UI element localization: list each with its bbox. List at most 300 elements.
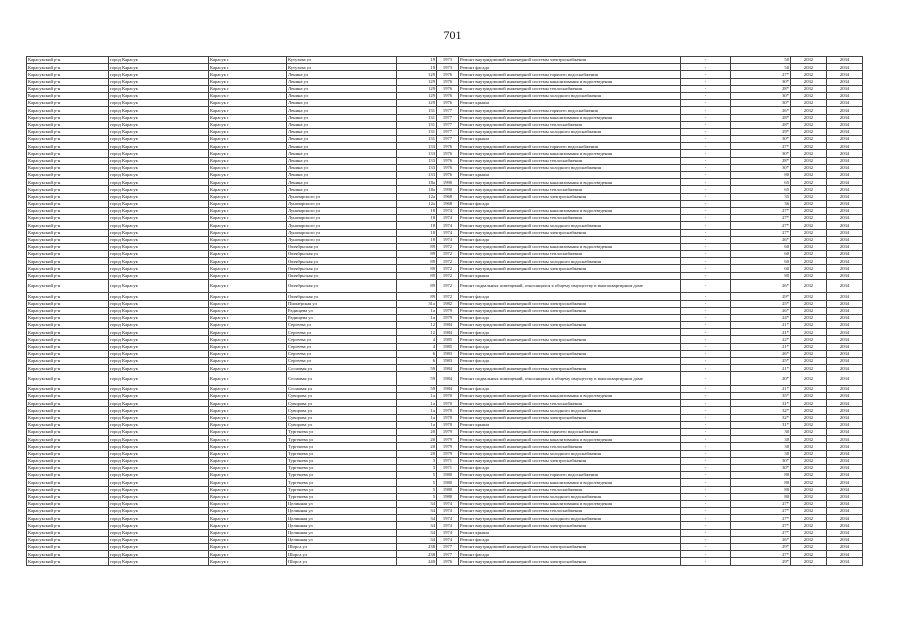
district-cell: Карасукский р-н: [27, 385, 109, 392]
start-year-cell: 2032: [791, 179, 827, 186]
work-type-cell: Ремонт внутридомовой инженерной системы теплоснабжения: [459, 251, 681, 258]
settlement-cell: город Карасук: [109, 172, 209, 179]
year-cell: 1974: [437, 522, 459, 529]
table-row: [27, 107, 863, 114]
page-number: 701: [443, 28, 462, 42]
dash-cell: -: [681, 207, 731, 214]
locality-cell: Карасук г: [209, 272, 287, 279]
start-year-cell: 2032: [791, 529, 827, 536]
start-year-cell: 2032: [791, 558, 827, 565]
value-cell: 80: [731, 272, 791, 279]
table-row: [27, 78, 863, 85]
dash-cell: -: [681, 258, 731, 265]
table-row: [27, 544, 863, 551]
year-cell: 1972: [437, 293, 459, 300]
street-cell: Луначарского ул: [287, 193, 397, 200]
value-cell: 29*: [731, 544, 791, 551]
value-cell: 30: [731, 436, 791, 443]
house-cell: 20: [397, 443, 437, 450]
end-year-cell: 2034: [827, 107, 863, 114]
district-cell: Карасукский р-н: [27, 365, 109, 372]
work-type-cell: Ремонт внутридомовой инженерной системы горячего водоснабжения: [459, 429, 681, 436]
year-cell: 1980: [437, 486, 459, 493]
settlement-cell: город Карасук: [109, 207, 209, 214]
locality-cell: Карасук г: [209, 150, 287, 157]
dash-cell: -: [681, 251, 731, 258]
table-row: [27, 343, 863, 350]
table-row: [27, 457, 863, 464]
settlement-cell: город Карасук: [109, 350, 209, 357]
settlement-cell: город Карасук: [109, 92, 209, 99]
work-type-cell: Ремонт внутридомовой инженерной системы электроснабжения: [459, 350, 681, 357]
start-year-cell: 2032: [791, 443, 827, 450]
value-cell: 29*: [731, 128, 791, 135]
house-cell: 129: [397, 85, 437, 92]
street-cell: Суворова ул: [287, 400, 397, 407]
settlement-cell: город Карасук: [109, 358, 209, 365]
work-type-cell: Ремонт крыши: [459, 172, 681, 179]
end-year-cell: 2034: [827, 307, 863, 314]
year-cell: 1985: [437, 336, 459, 343]
end-year-cell: 2034: [827, 522, 863, 529]
locality-cell: Карасук г: [209, 229, 287, 236]
table-row: [27, 215, 863, 222]
work-type-cell: Ремонт внутридомовой инженерной системы холодного водоснабжения: [459, 222, 681, 229]
dash-cell: -: [681, 57, 731, 64]
street-cell: Луначарского ул: [287, 229, 397, 236]
year-cell: 1977: [437, 551, 459, 558]
house-cell: 34: [397, 529, 437, 536]
locality-cell: Карасук г: [209, 429, 287, 436]
street-cell: Ленина ул: [287, 179, 397, 186]
district-cell: Карасукский р-н: [27, 414, 109, 421]
value-cell: 28*: [731, 85, 791, 92]
settlement-cell: город Карасук: [109, 343, 209, 350]
dash-cell: -: [681, 114, 731, 121]
year-cell: 1977: [437, 544, 459, 551]
table-row: [27, 336, 863, 343]
start-year-cell: 2032: [791, 372, 827, 386]
work-type-cell: Ремонт внутридомовой инженерной системы канализования и водоотведения: [459, 179, 681, 186]
work-type-cell: Ремонт внутридомовой инженерной системы холодного водоснабжения: [459, 128, 681, 135]
year-cell: 1972: [437, 265, 459, 272]
end-year-cell: 2034: [827, 365, 863, 372]
start-year-cell: 2032: [791, 164, 827, 171]
table-row: [27, 372, 863, 386]
work-type-cell: Ремонт внутридомовой инженерной системы электроснабжения: [459, 265, 681, 272]
locality-cell: Карасук г: [209, 164, 287, 171]
house-cell: 12: [397, 329, 437, 336]
start-year-cell: 2032: [791, 251, 827, 258]
end-year-cell: 2034: [827, 207, 863, 214]
value-cell: 35: [731, 193, 791, 200]
end-year-cell: 2034: [827, 100, 863, 107]
start-year-cell: 2032: [791, 358, 827, 365]
street-cell: Целинная ул: [287, 529, 397, 536]
work-type-cell: Ремонт внутридомовой инженерной системы электроснабжения: [459, 558, 681, 565]
start-year-cell: 2032: [791, 172, 827, 179]
value-cell: 80: [731, 493, 791, 500]
street-cell: Кутузова ул: [287, 64, 397, 71]
end-year-cell: 2034: [827, 372, 863, 386]
dash-cell: -: [681, 272, 731, 279]
year-cell: 1977: [437, 121, 459, 128]
locality-cell: Карасук г: [209, 336, 287, 343]
year-cell: 1977: [437, 136, 459, 143]
dash-cell: -: [681, 186, 731, 193]
settlement-cell: город Карасук: [109, 385, 209, 392]
start-year-cell: 2032: [791, 500, 827, 507]
value-cell: 27*: [731, 500, 791, 507]
table-row: [27, 500, 863, 507]
table-row: [27, 128, 863, 135]
year-cell: 1985: [437, 343, 459, 350]
locality-cell: Карасук г: [209, 57, 287, 64]
locality-cell: Карасук г: [209, 121, 287, 128]
year-cell: 1972: [437, 279, 459, 293]
start-year-cell: 2032: [791, 293, 827, 300]
street-cell: Тургенева ул: [287, 457, 397, 464]
end-year-cell: 2034: [827, 222, 863, 229]
work-type-cell: Ремонт внутридомовой инженерной системы электроснабжения: [459, 544, 681, 551]
work-type-cell: Ремонт крыши: [459, 529, 681, 536]
table-row: [27, 258, 863, 265]
value-cell: 30: [731, 450, 791, 457]
locality-cell: Карасук г: [209, 515, 287, 522]
settlement-cell: город Карасук: [109, 114, 209, 121]
house-cell: 12а: [397, 193, 437, 200]
work-type-cell: Ремонт внутридомовой инженерной системы электроснабжения: [459, 365, 681, 372]
dash-cell: -: [681, 150, 731, 157]
house-cell: 133: [397, 157, 437, 164]
start-year-cell: 2032: [791, 114, 827, 121]
house-cell: 238: [397, 551, 437, 558]
house-cell: 5: [397, 486, 437, 493]
dash-cell: -: [681, 479, 731, 486]
district-cell: Карасукский р-н: [27, 100, 109, 107]
end-year-cell: 2034: [827, 472, 863, 479]
street-cell: Октябрьская ул: [287, 279, 397, 293]
dash-cell: -: [681, 372, 731, 386]
dash-cell: -: [681, 529, 731, 536]
start-year-cell: 2032: [791, 207, 827, 214]
table-row: [27, 265, 863, 272]
district-cell: Карасукский р-н: [27, 85, 109, 92]
year-cell: 1970: [437, 393, 459, 400]
year-cell: 1970: [437, 421, 459, 428]
locality-cell: Карасук г: [209, 544, 287, 551]
start-year-cell: 2032: [791, 215, 827, 222]
district-cell: Карасукский р-н: [27, 136, 109, 143]
repair-schedule-table: [26, 56, 863, 566]
table-row: [27, 157, 863, 164]
locality-cell: Карасук г: [209, 350, 287, 357]
end-year-cell: 2034: [827, 536, 863, 543]
work-type-cell: Ремонт внутридомовой инженерной системы горячего водоснабжения: [459, 107, 681, 114]
value-cell: 65: [731, 179, 791, 186]
value-cell: 27*: [731, 522, 791, 529]
dash-cell: -: [681, 172, 731, 179]
end-year-cell: 2034: [827, 193, 863, 200]
start-year-cell: 2032: [791, 64, 827, 71]
start-year-cell: 2032: [791, 150, 827, 157]
street-cell: Сергеева ул: [287, 358, 397, 365]
street-cell: Октябрьская ул: [287, 243, 397, 250]
district-cell: Карасукский р-н: [27, 436, 109, 443]
start-year-cell: 2032: [791, 329, 827, 336]
work-type-cell: Ремонт внутридомовой инженерной системы электроснабжения: [459, 336, 681, 343]
settlement-cell: город Карасук: [109, 544, 209, 551]
settlement-cell: город Карасук: [109, 365, 209, 372]
district-cell: Карасукский р-н: [27, 450, 109, 457]
house-cell: 31а: [397, 300, 437, 307]
locality-cell: Карасук г: [209, 436, 287, 443]
street-cell: Целинная ул: [287, 500, 397, 507]
value-cell: 80: [731, 472, 791, 479]
locality-cell: Карасук г: [209, 71, 287, 78]
street-cell: Тургенева ул: [287, 429, 397, 436]
end-year-cell: 2034: [827, 529, 863, 536]
work-type-cell: Ремонт внутридомовой инженерной системы канализования и водоотведения: [459, 207, 681, 214]
settlement-cell: город Карасук: [109, 414, 209, 421]
house-cell: 34: [397, 515, 437, 522]
table-row: [27, 479, 863, 486]
house-cell: 131: [397, 107, 437, 114]
house-cell: 19: [397, 64, 437, 71]
work-type-cell: Ремонт подвальных помещений, относящихся к общему имуществу в многоквартирном доме: [459, 372, 681, 386]
value-cell: 26*: [731, 536, 791, 543]
value-cell: 27*: [731, 508, 791, 515]
street-cell: Октябрьская ул: [287, 272, 397, 279]
locality-cell: Карасук г: [209, 114, 287, 121]
street-cell: Луначарского ул: [287, 236, 397, 243]
locality-cell: Карасук г: [209, 64, 287, 71]
district-cell: Карасукский р-н: [27, 121, 109, 128]
street-cell: Ленина ул: [287, 121, 397, 128]
house-cell: 18: [397, 207, 437, 214]
street-cell: Пионерская ул: [287, 300, 397, 307]
house-cell: 1а: [397, 400, 437, 407]
table-row: [27, 522, 863, 529]
locality-cell: Карасук г: [209, 215, 287, 222]
end-year-cell: 2034: [827, 429, 863, 436]
house-cell: 4: [397, 336, 437, 343]
district-cell: Карасукский р-н: [27, 421, 109, 428]
end-year-cell: 2034: [827, 393, 863, 400]
dash-cell: -: [681, 200, 731, 207]
work-type-cell: Ремонт внутридомовой инженерной системы горячего водоснабжения: [459, 71, 681, 78]
year-cell: 1976: [437, 164, 459, 171]
end-year-cell: 2034: [827, 500, 863, 507]
value-cell: 27*: [731, 71, 791, 78]
start-year-cell: 2032: [791, 544, 827, 551]
street-cell: Кутузова ул: [287, 57, 397, 64]
end-year-cell: 2034: [827, 229, 863, 236]
dash-cell: -: [681, 157, 731, 164]
year-cell: 1968: [437, 193, 459, 200]
work-type-cell: Ремонт внутридомовой инженерной системы холодного водоснабжения: [459, 92, 681, 99]
work-type-cell: Ремонт внутридомовой инженерной системы канализования и водоотведения: [459, 150, 681, 157]
start-year-cell: 2032: [791, 57, 827, 64]
locality-cell: Карасук г: [209, 329, 287, 336]
locality-cell: Карасук г: [209, 186, 287, 193]
street-cell: Тургенева ул: [287, 479, 397, 486]
start-year-cell: 2032: [791, 186, 827, 193]
year-cell: 1971: [437, 464, 459, 471]
dash-cell: -: [681, 64, 731, 71]
year-cell: 1970: [437, 414, 459, 421]
end-year-cell: 2034: [827, 128, 863, 135]
locality-cell: Карасук г: [209, 100, 287, 107]
house-cell: 1а: [397, 407, 437, 414]
start-year-cell: 2032: [791, 385, 827, 392]
settlement-cell: город Карасук: [109, 64, 209, 71]
house-cell: 5: [397, 472, 437, 479]
locality-cell: Карасук г: [209, 343, 287, 350]
locality-cell: Карасук г: [209, 486, 287, 493]
year-cell: 1979: [437, 443, 459, 450]
work-type-cell: Ремонт крыши: [459, 136, 681, 143]
start-year-cell: 2032: [791, 450, 827, 457]
dash-cell: -: [681, 450, 731, 457]
dash-cell: -: [681, 336, 731, 343]
work-type-cell: Ремонт внутридомовой инженерной системы теплоснабжения: [459, 508, 681, 515]
end-year-cell: 2034: [827, 215, 863, 222]
dash-cell: -: [681, 329, 731, 336]
year-cell: 1968: [437, 200, 459, 207]
house-cell: 6: [397, 358, 437, 365]
district-cell: Карасукский р-н: [27, 393, 109, 400]
dash-cell: -: [681, 443, 731, 450]
house-cell: 3: [397, 464, 437, 471]
work-type-cell: Ремонт внутридомовой инженерной системы электроснабжения: [459, 322, 681, 329]
settlement-cell: город Карасук: [109, 436, 209, 443]
dash-cell: -: [681, 307, 731, 314]
settlement-cell: город Карасук: [109, 136, 209, 143]
end-year-cell: 2034: [827, 329, 863, 336]
locality-cell: Карасук г: [209, 464, 287, 471]
district-cell: Карасукский р-н: [27, 536, 109, 543]
dash-cell: -: [681, 508, 731, 515]
year-cell: 1974: [437, 529, 459, 536]
start-year-cell: 2032: [791, 71, 827, 78]
dash-cell: -: [681, 100, 731, 107]
year-cell: 1984: [437, 385, 459, 392]
table-row: [27, 529, 863, 536]
district-cell: Карасукский р-н: [27, 236, 109, 243]
dash-cell: -: [681, 229, 731, 236]
end-year-cell: 2034: [827, 343, 863, 350]
work-type-cell: Ремонт внутридомовой инженерной системы теплоснабжения: [459, 443, 681, 450]
house-cell: 129: [397, 71, 437, 78]
work-type-cell: Ремонт внутридомовой инженерной системы канализования и водоотведения: [459, 114, 681, 121]
work-type-cell: Ремонт фасада: [459, 358, 681, 365]
dash-cell: -: [681, 121, 731, 128]
settlement-cell: город Карасук: [109, 400, 209, 407]
locality-cell: Карасук г: [209, 322, 287, 329]
table-row: [27, 200, 863, 207]
work-type-cell: Ремонт фасада: [459, 314, 681, 321]
end-year-cell: 2034: [827, 486, 863, 493]
year-cell: 1976: [437, 78, 459, 85]
value-cell: 25*: [731, 358, 791, 365]
house-cell: 89: [397, 265, 437, 272]
value-cell: 26*: [731, 350, 791, 357]
table-row: [27, 136, 863, 143]
table-row: [27, 186, 863, 193]
locality-cell: Карасук г: [209, 293, 287, 300]
table-row: [27, 464, 863, 471]
district-cell: Карасукский р-н: [27, 92, 109, 99]
start-year-cell: 2032: [791, 265, 827, 272]
table-row: [27, 207, 863, 214]
dash-cell: -: [681, 193, 731, 200]
table-row: [27, 450, 863, 457]
end-year-cell: 2034: [827, 443, 863, 450]
dash-cell: -: [681, 236, 731, 243]
end-year-cell: 2034: [827, 457, 863, 464]
year-cell: 1974: [437, 215, 459, 222]
table-row: [27, 515, 863, 522]
dash-cell: -: [681, 457, 731, 464]
locality-cell: Карасук г: [209, 358, 287, 365]
value-cell: 22*: [731, 336, 791, 343]
end-year-cell: 2034: [827, 85, 863, 92]
house-cell: 89: [397, 251, 437, 258]
end-year-cell: 2034: [827, 464, 863, 471]
value-cell: 32*: [731, 407, 791, 414]
year-cell: 1990: [437, 186, 459, 193]
year-cell: 1974: [437, 536, 459, 543]
value-cell: 80: [731, 479, 791, 486]
dash-cell: -: [681, 500, 731, 507]
street-cell: Сосновая ул: [287, 365, 397, 372]
work-type-cell: Ремонт внутридомовой инженерной системы электроснабжения: [459, 457, 681, 464]
house-cell: 133: [397, 143, 437, 150]
end-year-cell: 2034: [827, 186, 863, 193]
house-cell: 59: [397, 385, 437, 392]
work-type-cell: Ремонт внутридомовой инженерной системы электроснабжения: [459, 522, 681, 529]
district-cell: Карасукский р-н: [27, 429, 109, 436]
value-cell: 32*: [731, 414, 791, 421]
value-cell: 80: [731, 172, 791, 179]
table-row: [27, 393, 863, 400]
district-cell: Карасукский р-н: [27, 343, 109, 350]
locality-cell: Карасук г: [209, 450, 287, 457]
year-cell: 1976: [437, 92, 459, 99]
street-cell: Ленина ул: [287, 164, 397, 171]
work-type-cell: Ремонт подвальных помещений, относящихся к общему имуществу в многоквартирном доме: [459, 279, 681, 293]
start-year-cell: 2032: [791, 486, 827, 493]
street-cell: Радищева ул: [287, 314, 397, 321]
house-cell: 89: [397, 272, 437, 279]
locality-cell: Карасук г: [209, 551, 287, 558]
work-type-cell: Ремонт фасада: [459, 343, 681, 350]
table-row: [27, 472, 863, 479]
year-cell: 1979: [437, 429, 459, 436]
settlement-cell: город Карасук: [109, 450, 209, 457]
table-row: [27, 100, 863, 107]
table-row: [27, 85, 863, 92]
start-year-cell: 2032: [791, 457, 827, 464]
value-cell: 35*: [731, 393, 791, 400]
end-year-cell: 2034: [827, 551, 863, 558]
value-cell: 60: [731, 265, 791, 272]
locality-cell: Карасук г: [209, 400, 287, 407]
locality-cell: Карасук г: [209, 479, 287, 486]
year-cell: 1984: [437, 322, 459, 329]
house-cell: 18а: [397, 179, 437, 186]
